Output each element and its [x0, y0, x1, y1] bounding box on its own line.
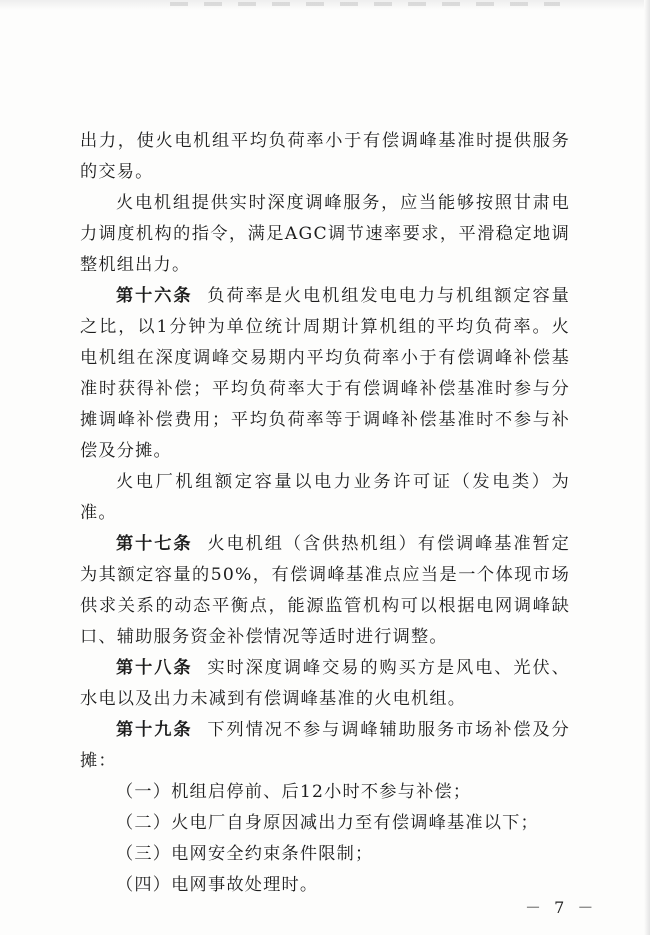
article-19	[80, 715, 570, 777]
article-heading: 第十八条	[116, 658, 193, 678]
article-17	[80, 529, 570, 653]
paragraph-text: （四）电网事故处理时。	[116, 875, 319, 895]
paragraph-text: （一）机组启停前、后12小时不参与补偿；	[116, 782, 472, 802]
list-item-4	[80, 870, 570, 901]
paragraph-text: （三）电网安全约束条件限制；	[116, 844, 374, 864]
list-item-3	[80, 839, 570, 870]
document-body	[80, 126, 570, 901]
page-number: － 7 －	[525, 898, 598, 917]
paragraph-text: 火电厂机组额定容量以电力业务许可证（发电类）为准。	[80, 472, 570, 523]
paragraph-2	[80, 188, 570, 281]
article-heading: 第十六条	[116, 286, 193, 306]
paragraph-text: 火电机组提供实时深度调峰服务，应当能够按照甘肃电力调度机构的指令，满足AGC调节速率要求，平滑稳定地调整机组出力。	[80, 193, 570, 275]
paragraph-text: （二）火电厂自身原因减出力至有偿调峰基准以下；	[116, 813, 539, 833]
article-16	[80, 281, 570, 467]
list-item-2	[80, 808, 570, 839]
paragraph-text: 下列情况不参与调峰辅助服务市场补偿及分摊：	[80, 720, 570, 771]
article-heading: 第十七条	[116, 534, 193, 554]
scan-edge-shadow	[644, 0, 650, 935]
list-item-1	[80, 777, 570, 808]
scan-artifact-marks	[170, 2, 560, 6]
paragraph-capacity	[80, 467, 570, 529]
paragraph-text: 负荷率是火电机组发电电力与机组额定容量之比，以1分钟为单位统计周期计算机组的平均负荷率。火电机组在深度调峰交易期内平均负荷率小于有偿调峰补偿基准时获得补偿；平均负荷率大于有偿调峰补偿基准时参与分摊调峰补偿费用；平均负荷率等于调峰补偿基准时不参与补偿及分摊。	[80, 286, 570, 461]
article-18	[80, 653, 570, 715]
article-heading: 第十九条	[116, 720, 193, 740]
paragraph-1	[80, 126, 570, 188]
paragraph-text: 出力，使火电机组平均负荷率小于有偿调峰基准时提供服务的交易。	[80, 131, 570, 182]
paragraph-text: 火电机组（含供热机组）有偿调峰基准暂定为其额定容量的50%，有偿调峰基准点应当是一个体现市场供求关系的动态平衡点，能源监管机构可以根据电网调峰缺口、辅助服务资金补偿情况等适时进行调整。	[80, 534, 570, 647]
paragraph-text: 实时深度调峰交易的购买方是风电、光伏、水电以及出力未减到有偿调峰基准的火电机组。	[80, 658, 570, 709]
